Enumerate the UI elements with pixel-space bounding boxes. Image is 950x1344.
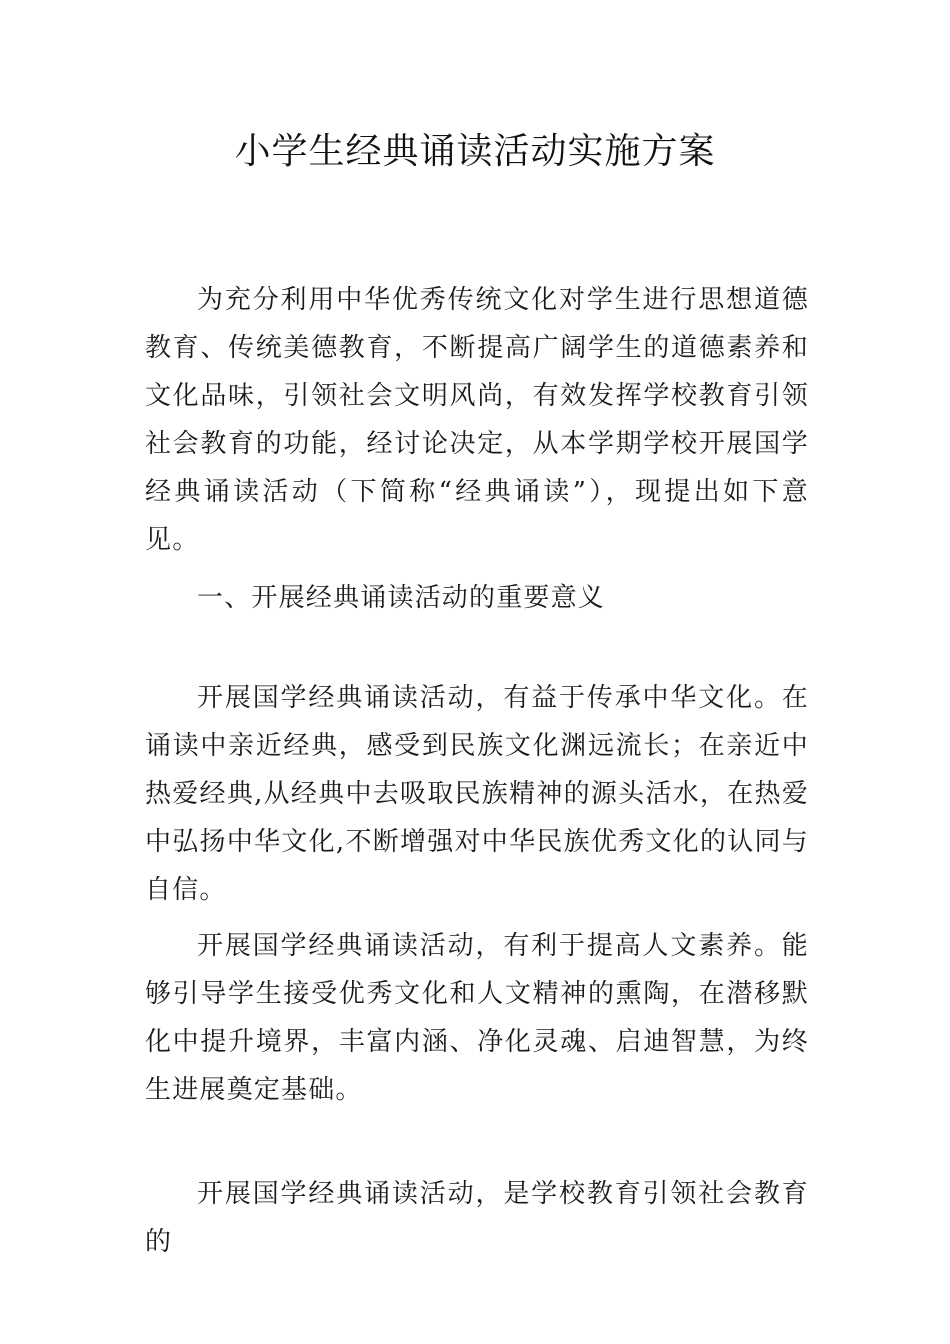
body-paragraph-culture: 开展国学经典诵读活动，有益于传承中华文化。在诵读中亲近经典，感受到民族文化渊远流长；在亲近中热爱经典,从经典中去吸取民族精神的源头活水，在热爱中弘扬中华文化,不断增强对中华民族优秀文化的认同与自信。 bbox=[145, 683, 809, 905]
body-paragraph-education: 开展国学经典诵读活动，是学校教育引领社会教育的 bbox=[145, 1179, 809, 1257]
section-heading: 一、开展经典诵读活动的重要意义 bbox=[197, 583, 606, 613]
body-paragraph-literacy: 开展国学经典诵读活动，有利于提高人文素养。能够引导学生接受优秀文化和人文精神的熏陶，在潜移默化中提升境界，丰富内涵、净化灵魂、启迪智慧，为终生进展奠定基础。 bbox=[145, 931, 809, 1105]
intro-paragraph: 为充分利用中华优秀传统文化对学生进行思想道德教育、传统美德教育，不断提高广阔学生的道德素养和文化品味，引领社会文明风尚，有效发挥学校教育引领社会教育的功能，经讨论决定，从本学期学校开展国学经典诵读活动（下简称“经典诵读”），现提出如下意见。 bbox=[145, 285, 809, 555]
page-title: 小学生经典诵读活动实施方案 bbox=[234, 131, 716, 172]
